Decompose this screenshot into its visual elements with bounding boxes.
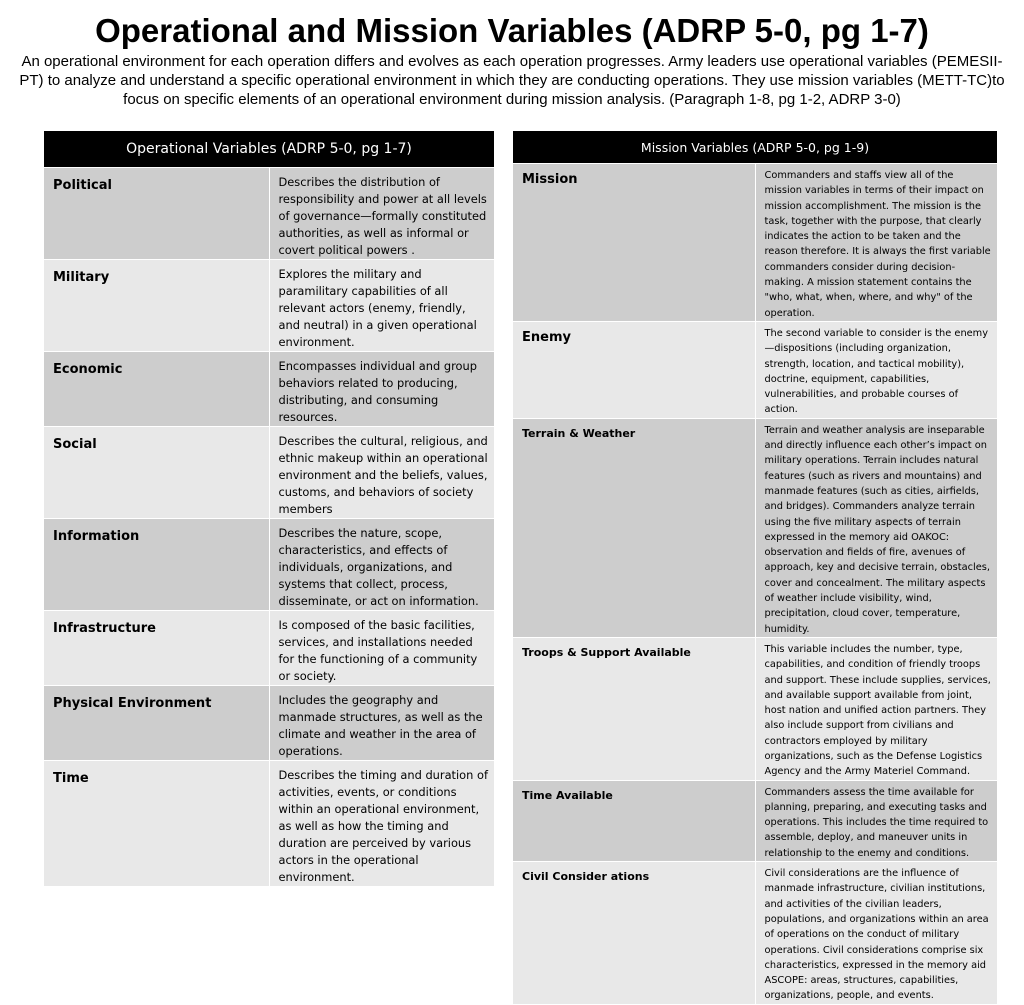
variable-description: Commanders assess the time available for planning, preparing, and executing tasks and operations. This includes the time required to assemble, deploy, and maneuver units in relationship to the enemy and conditions. <box>755 780 998 861</box>
variable-name: Troops & Support Available <box>513 637 756 780</box>
variable-name: Civil Consider ations <box>513 862 756 1005</box>
variable-name: Political <box>44 168 270 260</box>
table-row <box>513 418 998 637</box>
variable-name: Social <box>44 427 270 519</box>
variable-description: Civil considerations are the influence of manmade infrastructure, civilian institutions, and activities of the civilian leaders, populations, and organizations within an area of operations on the conduct of military operations. Civil considerations comprise six characteristics, expressed in the memory aid ASCOPE: areas, structures, capabilities, organizations, people, and events. <box>755 862 998 1005</box>
table-row <box>44 168 495 260</box>
table-row <box>44 427 495 519</box>
table-row <box>44 686 495 761</box>
variable-name: Military <box>44 260 270 352</box>
variable-description: Explores the military and paramilitary capabilities of all relevant actors (enemy, friendly, and neutral) in a given operational environment. <box>269 260 495 352</box>
variable-name: Infrastructure <box>44 611 270 686</box>
table-row <box>44 761 495 887</box>
variable-description: This variable includes the number, type, capabilities, and condition of friendly troops and support. These include supplies, services, and available support available from joint, host nation and unified action partners. They also include support from civilians and contractors employed by military organizations, such as the Defense Logistics Agency and the Army Materiel Command. <box>755 637 998 780</box>
variable-description: Includes the geography and manmade structures, as well as the climate and weather in the area of operations. <box>269 686 495 761</box>
variable-description: Is composed of the basic facilities, services, and installations needed for the functioning of a community or society. <box>269 611 495 686</box>
operational-variables-table <box>43 130 495 887</box>
table-row <box>44 260 495 352</box>
variable-description: Describes the nature, scope, characteristics, and effects of individuals, organizations, and systems that collect, process, disseminate, or act on information. <box>269 519 495 611</box>
variable-name: Time <box>44 761 270 887</box>
intro-paragraph: An operational environment for each operation differs and evolves as each operation progresses. Army leaders use operational variables (PEMESII-PT) to analyze and understand a specific operational environment in which they are conducting operations. They use mission variables (METT-TC)to focus on specific elements of an operational environment during mission analysis. (Paragraph 1-8, pg 1-2, ADRP 3-0) <box>19 53 1005 108</box>
operational-variables-header: Operational Variables (ADRP 5-0, pg 1-7) <box>44 131 495 168</box>
mission-variables-header: Mission Variables (ADRP 5-0, pg 1-9) <box>513 131 998 164</box>
variable-name: Economic <box>44 352 270 427</box>
table-row <box>513 862 998 1005</box>
variable-description: Encompasses individual and group behaviors related to producing, distributing, and consuming resources. <box>269 352 495 427</box>
table-row <box>44 519 495 611</box>
page-title: Operational and Mission Variables (ADRP 5-0, pg 1-7) <box>95 12 929 49</box>
table-row <box>44 352 495 427</box>
table-row <box>513 637 998 780</box>
variable-description: Describes the cultural, religious, and ethnic makeup within an operational environment and the beliefs, values, customs, and behaviors of society members <box>269 427 495 519</box>
variable-description: Describes the distribution of responsibility and power at all levels of governance—formally constituted authorities, as well as informal or covert political powers . <box>269 168 495 260</box>
table-row <box>513 321 998 418</box>
variable-description: Describes the timing and duration of activities, events, or conditions within an operational environment, as well as how the timing and duration are perceived by various actors in the operational environment. <box>269 761 495 887</box>
variable-name: Mission <box>513 164 756 322</box>
table-row <box>513 780 998 861</box>
variable-name: Information <box>44 519 270 611</box>
variable-description: Commanders and staffs view all of the mission variables in terms of their impact on mission accomplishment. The mission is the task, together with the purpose, that clearly indicates the action to be taken and the reason therefore. It is always the first variable commanders consider during decision-making. A mission statement contains the "who, what, when, where, and why" of the operation. <box>755 164 998 322</box>
variable-description: Terrain and weather analysis are inseparable and directly influence each other’s impact on military operations. Terrain includes natural features (such as rivers and mountains) and manmade features (such as cities, airfields, and bridges). Commanders analyze terrain using the five military aspects of terrain expressed in the memory aid OAKOC: observation and fields of fire, avenues of approach, key and decisive terrain, obstacles, cover and concealment. The military aspects of weather include visibility, wind, precipitation, cloud cover, temperature, humidity. <box>755 418 998 637</box>
table-row <box>513 164 998 322</box>
variable-name: Time Available <box>513 780 756 861</box>
variable-description: The second variable to consider is the enemy—dispositions (including organization, strength, location, and tactical mobility), doctrine, equipment, capabilities, vulnerabilities, and probable courses of action. <box>755 321 998 418</box>
mission-variables-table <box>512 130 998 1005</box>
variable-name: Enemy <box>513 321 756 418</box>
table-row <box>44 611 495 686</box>
variable-name: Physical Environment <box>44 686 270 761</box>
variable-name: Terrain & Weather <box>513 418 756 637</box>
